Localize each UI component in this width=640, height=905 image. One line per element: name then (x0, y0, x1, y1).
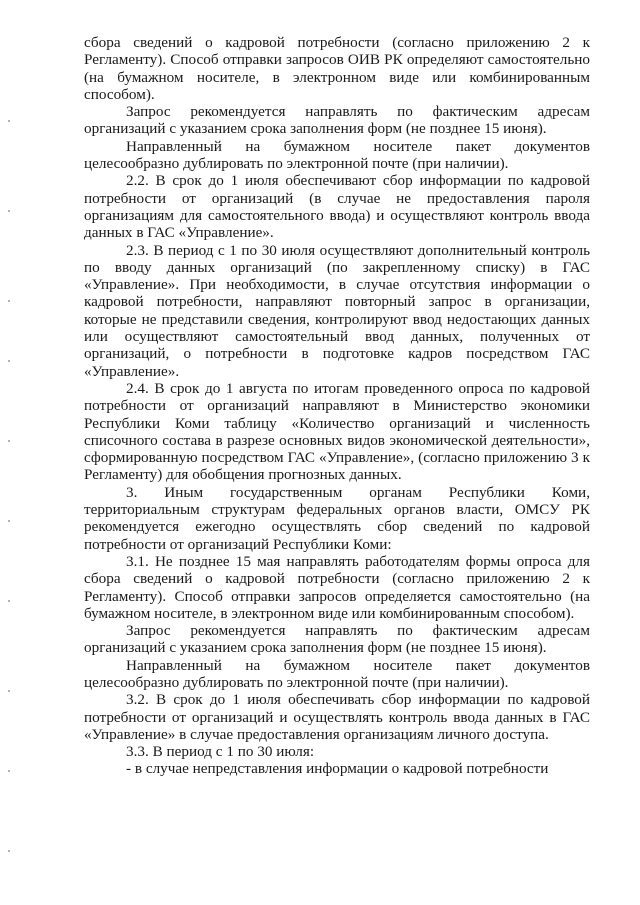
paragraph-continuation: сбора сведений о кадровой потребности (согласно приложению 2 к Регламенту). Способ отправки запросов ОИВ РК определяют самостоятельно (на бумажном носителе, в электронном виде или комбинированным способом). (84, 34, 590, 103)
document-body (84, 34, 590, 778)
paragraph-request-2: Запрос рекомендуется направлять по фактическим адресам организаций с указанием срока заполнения форм (не позднее 15 июня). (84, 622, 590, 657)
paragraph-list-item: - в случае непредставления информации о кадровой потребности (126, 760, 549, 778)
paragraph-3-2: 3.2. В срок до 1 июля обеспечивать сбор информации по кадровой потребности от организаций и осуществлять контроль ввода данных в ГАС «Управление» в случае предоставления организациям личного доступа. (84, 691, 590, 743)
paragraph-2-3: 2.3. В период с 1 по 30 июля осуществляют дополнительный контроль по вводу данных организаций (по закрепленному списку) в ГАС «Управление». При необходимости, в случае отсутствия информации о кадровой потребности, направляют повторный запрос в организации, которые не представили сведения, контролируют ввод недостающих данных или осуществляют самостоятельный ввод данных, полученных от организаций, о потребности в подготовке кадров посредством ГАС «Управление». (84, 241, 590, 380)
scan-margin-marks (8, 0, 12, 905)
paragraph-3-3: 3.3. В период с 1 по 30 июля: (126, 743, 315, 761)
paragraph-2-4: 2.4. В срок до 1 августа по итогам проведенного опроса по кадровой потребности от организаций направляют в Министерство экономики Республики Коми таблицу «Количество организаций и численность списочного состава в разрезе основных видов экономической деятельности», сформированную посредством ГАС «Управление», (согласно приложению 3 к Регламенту) для обобщения прогнозных данных. (84, 379, 590, 484)
paragraph-3-1: 3.1. Не позднее 15 мая направлять работодателям формы опроса для сбора сведений о кадровой потребности (согласно приложению 2 к Регламенту). Способ отправки запросов определяется самостоятельно (на бумажном носителе, в электронном виде или комбинированным способом). (84, 552, 590, 622)
paragraph-3: 3. Иным государственным органам Республики Коми, территориальным структурам федеральных органов власти, ОМСУ РК рекомендуется ежегодно осуществлять сбор сведений по кадровой потребности от организаций Республики Коми: (84, 483, 590, 553)
paragraph-2-2: 2.2. В срок до 1 июля обеспечивают сбор информации по кадровой потребности от организаций (в случае не предоставления пароля организациям для самостоятельного ввода) и осуществляют контроль ввода данных в ГАС «Управление». (84, 172, 590, 242)
paragraph-paper-package: Направленный на бумажном носителе пакет документов целесообразно дублировать по электронной почте (при наличии). (84, 137, 590, 173)
paragraph-request: Запрос рекомендуется направлять по фактическим адресам организаций с указанием срока заполнения форм (не позднее 15 июня). (84, 103, 590, 138)
paragraph-paper-package-2: Направленный на бумажном носителе пакет документов целесообразно дублировать по электронной почте (при наличии). (84, 656, 590, 691)
